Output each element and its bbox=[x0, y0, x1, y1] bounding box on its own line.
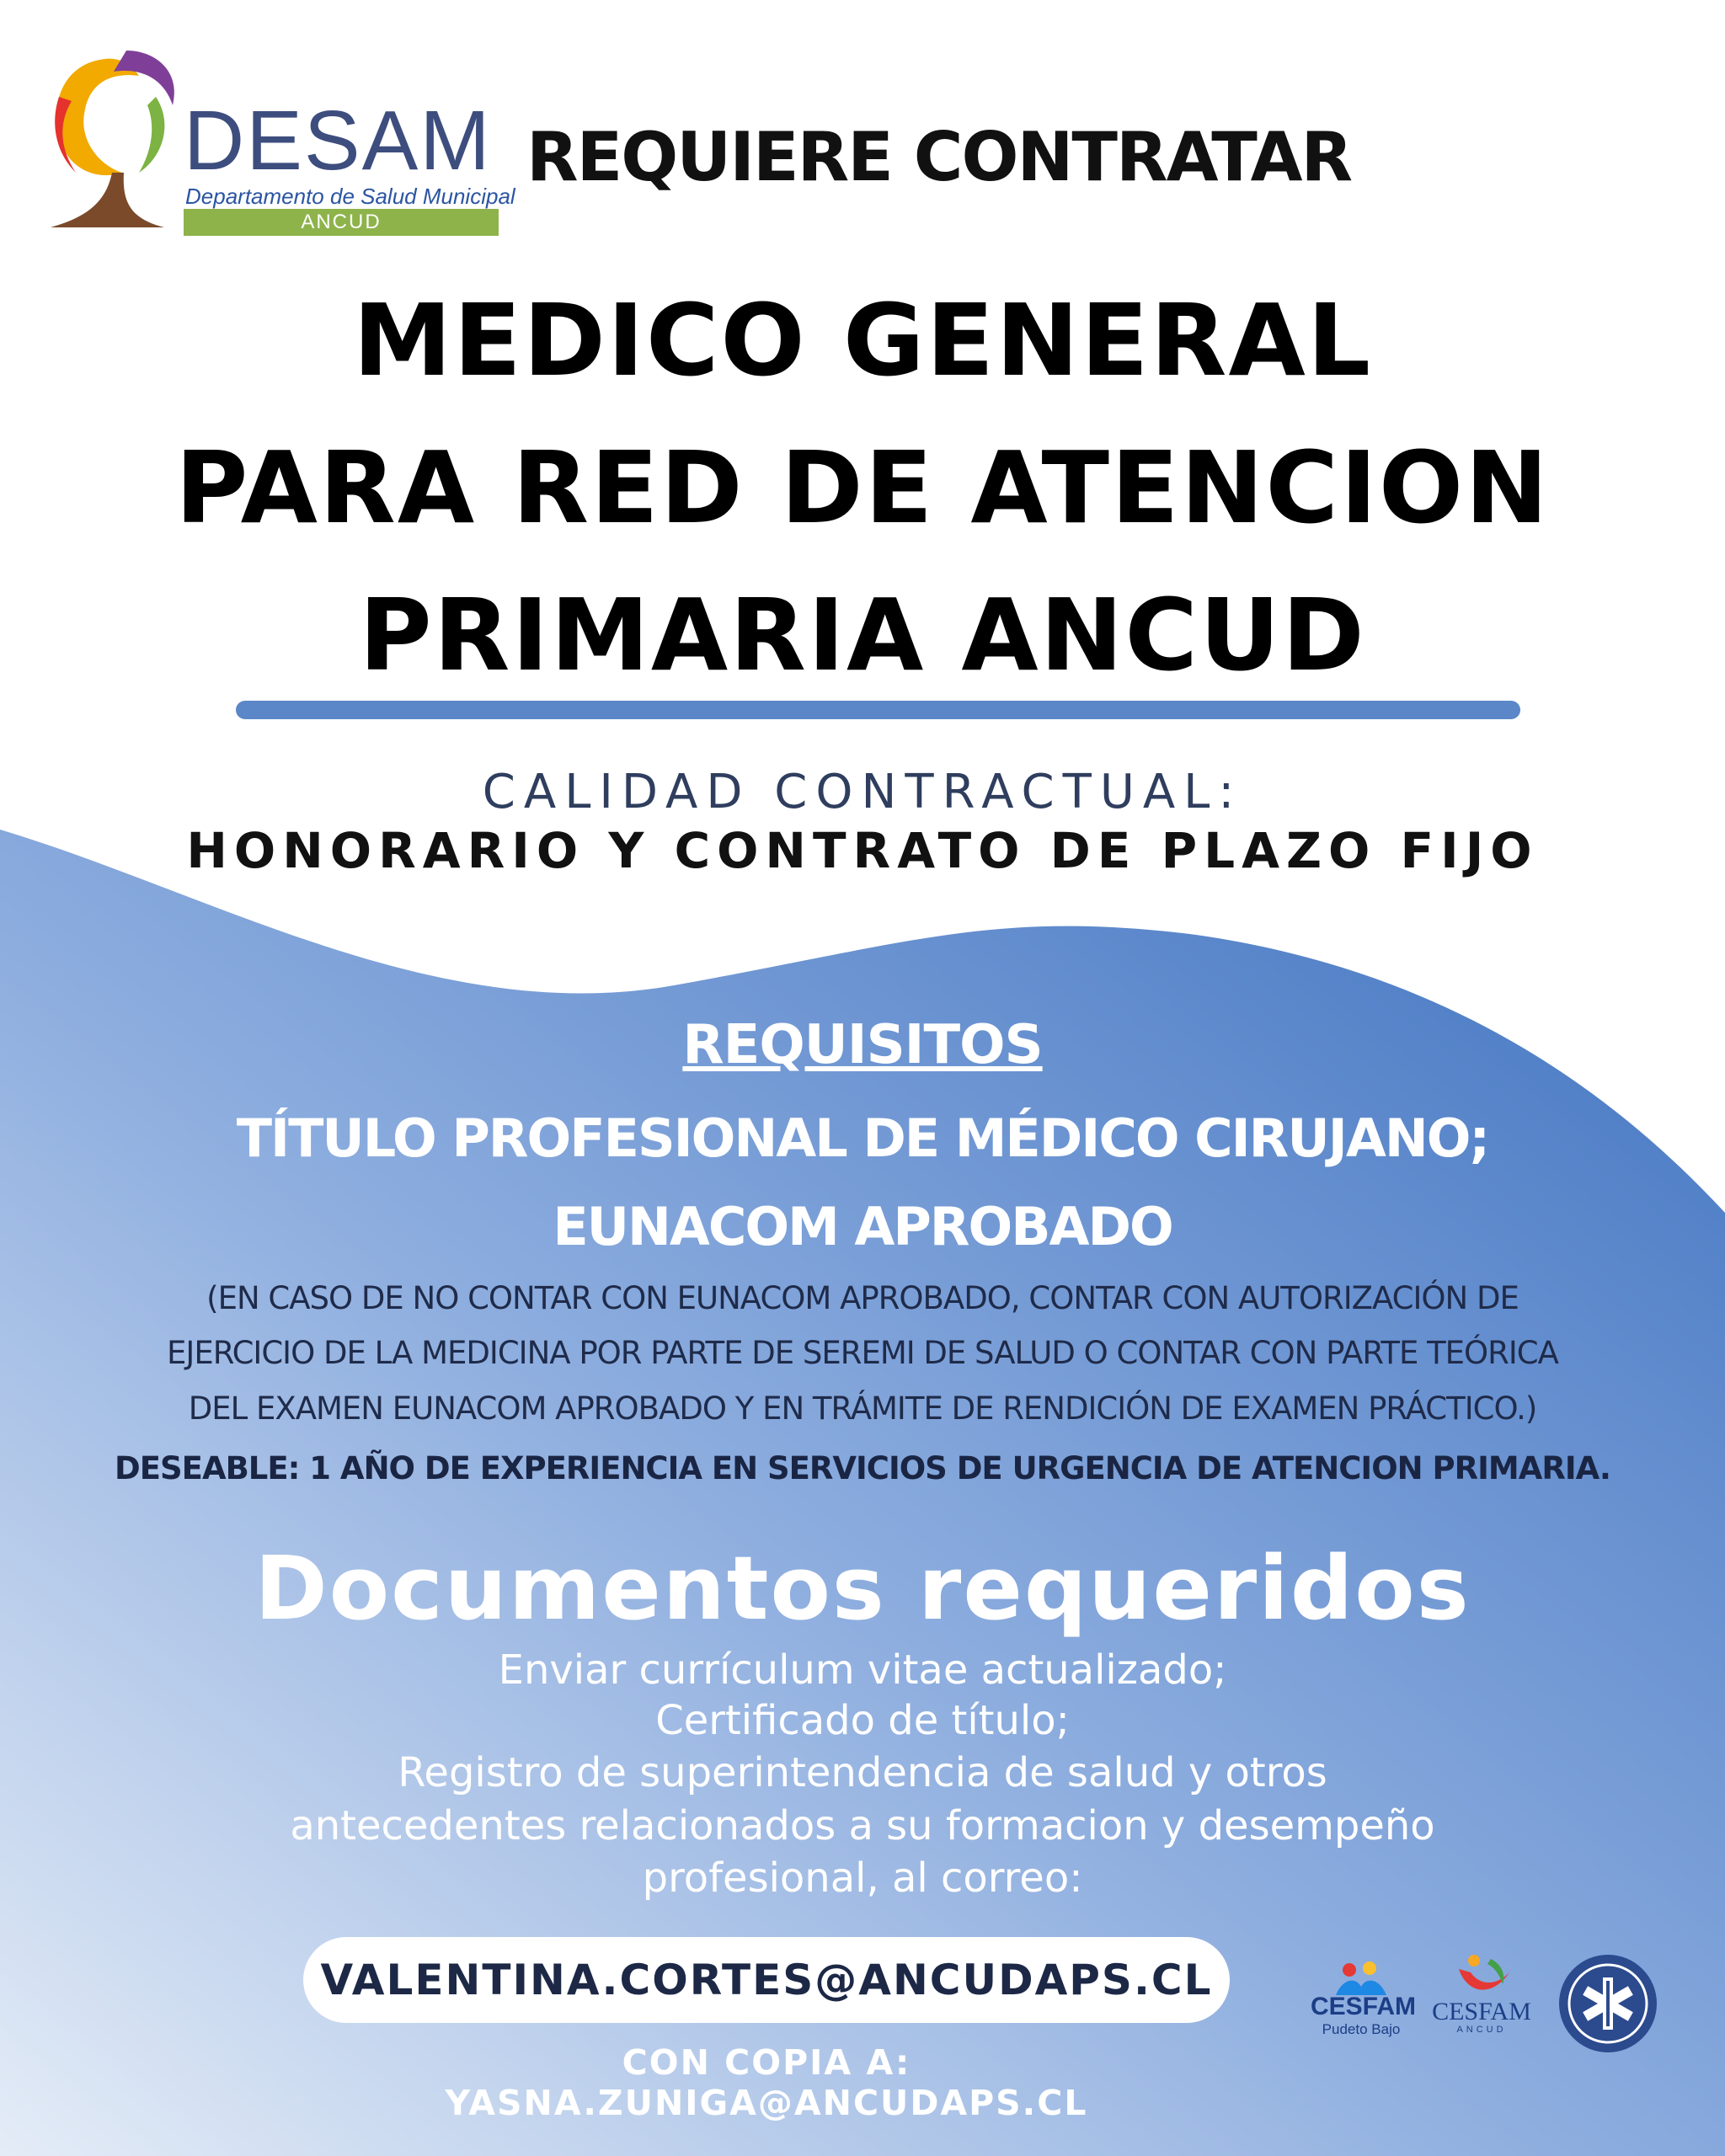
email-pill[interactable] bbox=[303, 1937, 1230, 2023]
email-link[interactable]: VALENTINA.CORTES@ANCUDAPS.CL bbox=[320, 1956, 1213, 2004]
requisito-note-line-2: EJERCICIO DE LA MEDICINA POR PARTE DE SEREMI DE SALUD O CONTAR CON PARTE TEÓRICA bbox=[167, 1335, 1558, 1371]
documentos-title: Documentos requeridos bbox=[254, 1537, 1471, 1640]
desam-logo-text: DESAM bbox=[184, 93, 492, 188]
contract-value: HONORARIO Y CONTRATO DE PLAZO FIJO bbox=[186, 822, 1539, 879]
contract-label: CALIDAD CONTRACTUAL: bbox=[482, 765, 1243, 819]
cesfam-pudeto-sublabel: Pudeto Bajo bbox=[1322, 2021, 1401, 2037]
desam-tree-icon bbox=[46, 46, 181, 240]
requiere-contratar-heading: REQUIERE CONTRATAR bbox=[526, 118, 1352, 196]
requisitos-title: REQUISITOS bbox=[682, 1014, 1043, 1076]
deseable-note: DESEABLE: 1 AÑO DE EXPERIENCIA EN SERVICIOS DE URGENCIA DE ATENCION PRIMARIA. bbox=[115, 1450, 1610, 1486]
desam-logo-subtitle: Departamento de Salud Municipal bbox=[185, 184, 515, 209]
desam-logo-location: ANCUD bbox=[184, 209, 499, 236]
documentos-line-4: antecedentes relacionados a su formacion y desempeño bbox=[290, 1802, 1435, 1849]
copia-email[interactable]: CON COPIA A: YASNA.ZUNIGA@ANCUDAPS.CL bbox=[445, 2042, 1088, 2123]
cesfam-ancud-label: CESFAM bbox=[1432, 1998, 1531, 2025]
sar-ancud-icon bbox=[1557, 1952, 1659, 2055]
cesfam-ancud-icon bbox=[1450, 1952, 1518, 1999]
documentos-line-3: Registro de superintendencia de salud y otros bbox=[398, 1749, 1327, 1796]
cesfam-pudeto-label: CESFAM bbox=[1311, 1993, 1417, 2020]
cesfam-ancud-sublabel: ANCUD bbox=[1456, 2025, 1507, 2035]
headline-line-3: PRIMARIA ANCUD bbox=[359, 577, 1366, 693]
documentos-line-5: profesional, al correo: bbox=[642, 1854, 1083, 1902]
requisito-note-line-3: DEL EXAMEN EUNACOM APROBADO Y EN TRÁMITE DE RENDICIÓN DE EXAMEN PRÁCTICO.) bbox=[188, 1390, 1537, 1427]
headline-line-1: MEDICO GENERAL bbox=[352, 282, 1373, 398]
documentos-line-2: Certificado de título; bbox=[655, 1697, 1070, 1744]
requisito-eunacom: EUNACOM APROBADO bbox=[553, 1196, 1172, 1257]
requisito-note-line-1: (EN CASO DE NO CONTAR CON EUNACOM APROBADO, CONTAR CON AUTORIZACIÓN DE bbox=[206, 1280, 1519, 1316]
documentos-line-1: Enviar currículum vitae actualizado; bbox=[498, 1646, 1227, 1694]
divider-rule bbox=[236, 701, 1520, 719]
headline-line-2: PARA RED DE ATENCION bbox=[175, 430, 1550, 546]
requisito-titulo: TÍTULO PROFESIONAL DE MÉDICO CIRUJANO; bbox=[236, 1107, 1489, 1169]
